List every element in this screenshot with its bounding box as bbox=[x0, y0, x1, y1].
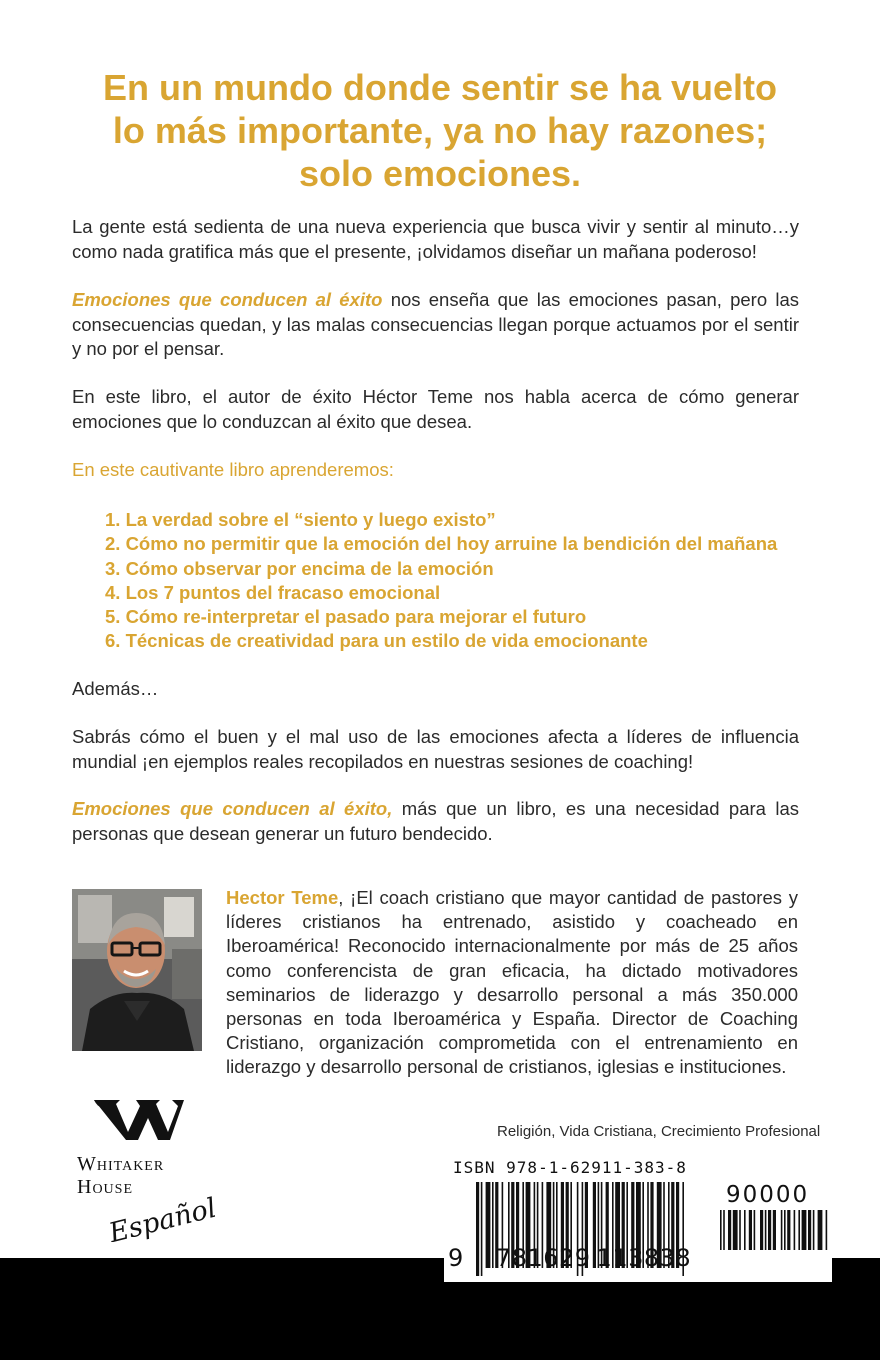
list-item: 4. Los 7 puntos del fracaso emocional bbox=[105, 581, 441, 603]
publisher-name-line-2: House bbox=[77, 1176, 134, 1198]
price-code: 90000 bbox=[726, 1182, 810, 1208]
addon-bar bbox=[826, 1210, 828, 1250]
addon-bar bbox=[754, 1210, 756, 1250]
book-title-emphasis: Emociones que conducen al éxito bbox=[72, 289, 383, 310]
publisher-mark-icon bbox=[94, 1100, 184, 1140]
addon-bar bbox=[781, 1210, 783, 1250]
ean-right-digits: 113838 bbox=[596, 1244, 692, 1272]
author-bio-text: , ¡El coach cristiano que mayor cantidad de pastores y líderes cristianos ha entrenado, asistido y coacheado en Iberoamérica! Reconocido internacionalmente por más de 25 años como conferencista de gran eficacia, ha dictado motivadores seminarios de liderazgo y desarrollo personal a más 350.000 personas en toda Iberoamérica y España. Director de Coaching Cristiano, organización comprometida con el entrenamiento en liderazgo y desarrollo personal de cristianos, iglesias e instituciones. bbox=[226, 887, 798, 1078]
description-text: nos enseña que las emociones pasan, pero las consecuencias quedan, y las malas consecuencias llegan porque actuamos por el sentir y no por el pensar. bbox=[72, 289, 799, 359]
list-item: 6. Técnicas de creatividad para un estilo de vida emocionante bbox=[105, 630, 648, 652]
addon-bar bbox=[733, 1210, 738, 1250]
publisher-name-line-1: Whitaker bbox=[77, 1153, 165, 1175]
closing-paragraph bbox=[72, 797, 799, 846]
headline bbox=[60, 66, 820, 195]
addon-bar bbox=[723, 1210, 725, 1250]
book-title-emphasis: Emociones que conducen al éxito, bbox=[72, 798, 393, 819]
list-item: 1. La verdad sobre el “siento y luego existo” bbox=[105, 509, 496, 530]
addon-bar bbox=[784, 1210, 786, 1250]
description-paragraph bbox=[72, 288, 799, 362]
list-item: 5. Cómo re-interpretar el pasado para mejorar el futuro bbox=[105, 606, 587, 628]
list-item: 3. Cómo observar por encima de la emoción bbox=[105, 557, 494, 579]
addon-bar bbox=[798, 1210, 800, 1250]
ean-digits bbox=[448, 1244, 691, 1272]
publisher-logo bbox=[72, 1092, 232, 1242]
headline-line-1: En un mundo donde sentir se ha vuelto bbox=[102, 67, 778, 108]
author-bio bbox=[226, 886, 798, 1080]
list-item: 2. Cómo no permitir que la emoción del hoy arruine la bendición del mañana bbox=[105, 533, 778, 555]
publisher-script: Español bbox=[105, 1192, 220, 1242]
addon-bar bbox=[802, 1210, 807, 1250]
learn-intro: En este cautivante libro aprenderemos: bbox=[72, 459, 394, 480]
addon-bar bbox=[749, 1210, 752, 1250]
addon-bar bbox=[728, 1210, 731, 1250]
author-photo bbox=[72, 889, 202, 1051]
closing-text: más que un libro, es una necesidad para las personas que desean generar un futuro bendecido. bbox=[72, 798, 799, 844]
addon-bar bbox=[760, 1210, 763, 1250]
ean-left-digits: 781629 bbox=[495, 1244, 591, 1272]
addon-bar bbox=[744, 1210, 746, 1250]
addon-bar bbox=[794, 1210, 796, 1250]
addon-bar bbox=[808, 1210, 811, 1250]
author-name: Hector Teme bbox=[226, 887, 339, 908]
author-intro-paragraph: En este libro, el autor de éxito Héctor Teme nos habla acerca de cómo generar emociones que lo conduzcan al éxito que desea. bbox=[72, 386, 799, 432]
addon-bar bbox=[773, 1210, 776, 1250]
isbn-number: ISBN 978-1-62911-383-8 bbox=[453, 1158, 687, 1177]
addon-bar bbox=[765, 1210, 767, 1250]
learn-list bbox=[105, 508, 825, 654]
isbn-barcode bbox=[444, 1156, 832, 1282]
coaching-paragraph: Sabrás cómo el buen y el mal uso de las emociones afecta a líderes de influencia mundial ¡en ejemplos reales recopilados en nuestras sesiones de coaching! bbox=[72, 726, 799, 772]
addon-bar bbox=[720, 1210, 722, 1250]
book-category: Religión, Vida Cristiana, Crecimiento Profesional bbox=[497, 1123, 821, 1140]
ean-lead-digit: 9 bbox=[448, 1244, 464, 1272]
addon-bar bbox=[787, 1210, 790, 1250]
addon-bar bbox=[818, 1210, 823, 1250]
addon-bar bbox=[739, 1210, 741, 1250]
addon-bar bbox=[813, 1210, 815, 1250]
addon-bar bbox=[768, 1210, 771, 1250]
intro-paragraph: La gente está sedienta de una nueva experiencia que busca vivir y sentir al minuto…y como nada gratifica más que el presente, ¡olvidamos diseñar un mañana poderoso! bbox=[72, 216, 799, 262]
headline-line-3: solo emociones. bbox=[298, 153, 582, 194]
headline-line-2: lo más importante, ya no hay razones; bbox=[112, 110, 768, 151]
ademas-text: Además… bbox=[72, 678, 159, 699]
